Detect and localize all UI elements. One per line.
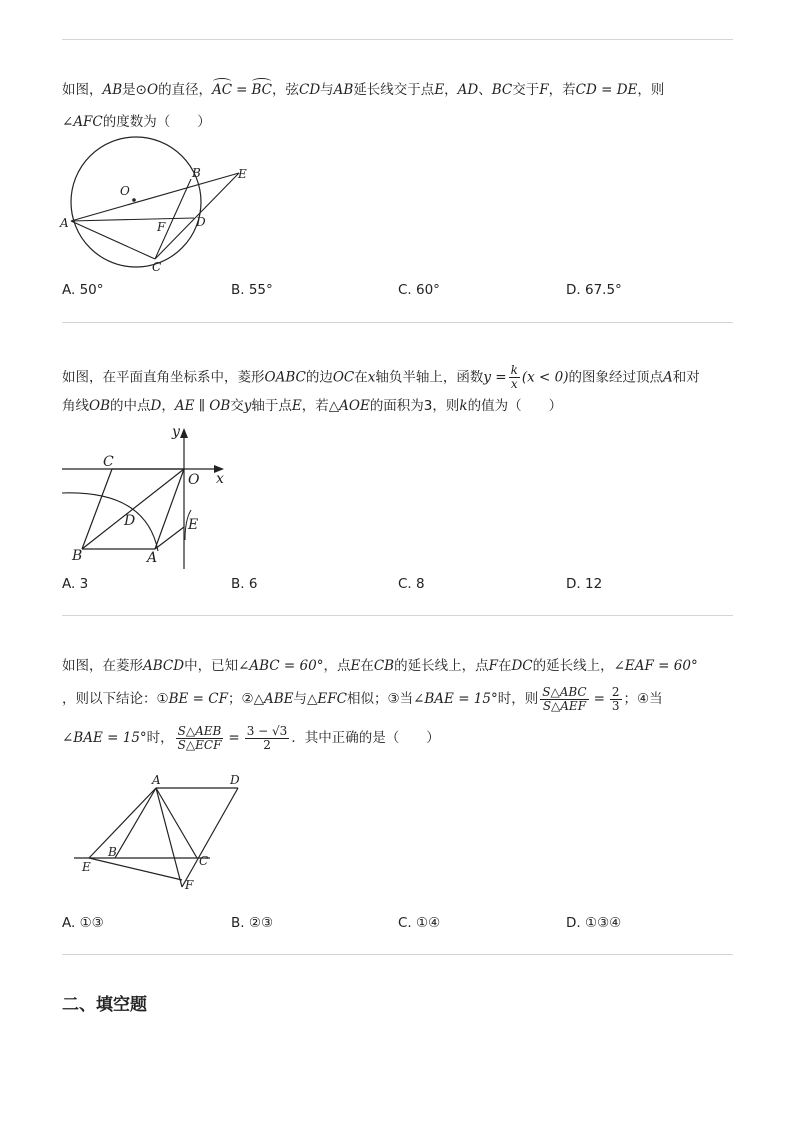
- q1-math: CD = DE: [575, 82, 638, 98]
- separator-3: [62, 954, 733, 955]
- q2-text: 的值为（ ）: [467, 398, 563, 414]
- q3-text-line2: [62, 684, 663, 714]
- q3-text: 的延长线上，: [532, 658, 614, 674]
- q1-text: 如图，: [62, 82, 103, 98]
- q3-math: ∠EAF = 60°: [613, 658, 698, 674]
- q3-label-A: A: [152, 773, 161, 787]
- q2-label-A: A: [147, 550, 158, 566]
- q3-text: ，则以下结论：①: [62, 691, 169, 707]
- q3-line-ef: [89, 858, 182, 880]
- q3-math: ABCD: [143, 658, 185, 674]
- q2-math: OABC: [264, 369, 306, 386]
- q2-y-arrow: [180, 428, 188, 438]
- q2-math: OB: [89, 398, 110, 414]
- q2-option-b[interactable]: B. 6: [231, 576, 258, 592]
- q3-fraction-area-ratio-1: [540, 686, 588, 713]
- q1-text-line2: [62, 113, 211, 131]
- q2-fraction-k-over-x: [509, 364, 520, 391]
- q2-label-C: C: [103, 454, 114, 470]
- q3-option-c[interactable]: C. ①④: [398, 915, 441, 931]
- q2-text: 角线: [62, 398, 89, 414]
- q3-option-b[interactable]: B. ②③: [231, 915, 274, 931]
- q2-frac-den: x: [510, 377, 518, 391]
- q1-center-dot: [132, 198, 136, 202]
- q1-math: F: [539, 82, 549, 98]
- q3-math: CB: [373, 658, 395, 674]
- q3-line-af: [156, 788, 182, 887]
- q3-frac4-den: 2: [263, 737, 271, 752]
- q2-math: E: [291, 398, 302, 414]
- q2-option-a[interactable]: A. 3: [62, 576, 89, 592]
- q1-text: 的直径，: [158, 82, 213, 98]
- q3-text: 中，已知: [184, 658, 239, 674]
- q1-text: ∠: [62, 114, 74, 130]
- q1-text: 交于: [512, 82, 540, 98]
- q3-fraction-result: [245, 725, 290, 752]
- q3-option-a[interactable]: A. ①③: [62, 915, 104, 931]
- q2-math: y =: [483, 369, 507, 386]
- q1-math: =: [236, 82, 248, 98]
- q2-math: D: [150, 398, 162, 414]
- q1-math: O: [146, 82, 159, 98]
- q1-label-O: O: [120, 184, 130, 198]
- q1-label-E: E: [238, 167, 247, 181]
- separator-1: [62, 322, 733, 323]
- q2-math: (x < 0): [521, 369, 569, 386]
- q3-math: F: [488, 658, 498, 674]
- q3-math: ∠BAE = 15°: [62, 730, 147, 746]
- q1-label-C: C: [152, 260, 162, 274]
- q1-option-a[interactable]: A. 50°: [62, 282, 104, 298]
- q1-arc-ac: AC: [212, 82, 233, 98]
- q3-math: =: [593, 691, 605, 707]
- q3-label-B: B: [108, 845, 117, 859]
- q2-math: AE ∥ OB: [174, 398, 231, 414]
- q2-option-d[interactable]: D. 12: [566, 576, 603, 592]
- q2-text: 轴于点: [251, 398, 292, 414]
- q3-math: ∠ABC = 60°: [238, 658, 324, 674]
- q2-label-B: B: [72, 548, 83, 564]
- q2-text: 交: [230, 398, 244, 414]
- q3-text: 如图，在菱形: [62, 658, 143, 674]
- q3-text: ，点: [323, 658, 351, 674]
- q3-text: ．其中正确的是（ ）: [291, 730, 440, 746]
- q2-text: 的面积为3，则: [369, 398, 460, 414]
- q3-label-E: E: [82, 860, 91, 874]
- q3-line-ae: [89, 788, 156, 858]
- q1-math: BC: [491, 82, 513, 98]
- q3-fraction-two-thirds: [610, 686, 622, 713]
- q3-frac2-den: 3: [611, 698, 620, 713]
- q2-text: 如图，在平面直角坐标系中，菱形: [62, 369, 265, 386]
- q1-math: AD: [457, 82, 479, 98]
- q3-line-ac: [156, 788, 197, 858]
- separator-top: [62, 39, 733, 40]
- q3-text: 在: [497, 658, 512, 674]
- q3-text: 在: [360, 658, 374, 674]
- separator-2: [62, 615, 733, 616]
- q3-line-dc-extended: [182, 788, 238, 887]
- q2-math: y: [243, 398, 252, 414]
- q2-text: 和对: [672, 369, 700, 386]
- q2-label-E: E: [188, 517, 199, 533]
- q3-text: ；④当: [623, 691, 663, 707]
- q3-math: ABE: [263, 691, 294, 707]
- q3-option-d[interactable]: D. ①③④: [566, 915, 622, 931]
- q1-text: 的度数为（ ）: [102, 114, 211, 130]
- q2-math: x: [367, 369, 376, 386]
- q1-label-A: A: [60, 216, 69, 230]
- q1-text: ，弦: [271, 82, 299, 98]
- q2-text: ，: [161, 398, 175, 414]
- q2-text-line2: [62, 397, 562, 415]
- q1-option-c[interactable]: C. 60°: [398, 282, 440, 298]
- q1-arc-bc: BC: [251, 82, 272, 98]
- q3-text: 与△: [293, 691, 318, 707]
- q3-math: BE = CF: [168, 691, 228, 707]
- q1-label-D: D: [196, 215, 206, 229]
- q1-option-b[interactable]: B. 55°: [231, 282, 273, 298]
- q3-text: 时，则: [497, 691, 539, 707]
- q2-text: 的图象经过顶点: [568, 369, 664, 386]
- q3-line-ab: [115, 788, 156, 858]
- q2-label-y: y: [172, 424, 180, 440]
- q2-figure: [58, 420, 238, 572]
- q1-label-F: F: [157, 220, 166, 234]
- q3-frac3-num: S△AEB: [176, 725, 224, 739]
- q3-frac1-den: S△AEF: [542, 698, 587, 713]
- q3-frac2-num: 2: [611, 684, 620, 699]
- q1-line-ad: [71, 218, 194, 221]
- q2-label-x: x: [216, 471, 224, 487]
- q3-label-F: F: [185, 878, 194, 892]
- q3-figure: [66, 770, 248, 898]
- q3-label-D: D: [230, 773, 240, 787]
- q2-text: 轴负半轴上，函数: [375, 369, 484, 386]
- q3-math: DC: [511, 658, 533, 674]
- q2-frac-num: k: [510, 363, 518, 377]
- q3-text: 相似；③当: [346, 691, 414, 707]
- q3-frac3-den: S△ECF: [177, 737, 222, 752]
- q2-text: 在: [354, 369, 368, 386]
- q1-figure: [58, 134, 258, 276]
- q1-math: E: [434, 82, 445, 98]
- q1-math: CD: [298, 82, 321, 98]
- q1-math: AB: [333, 82, 354, 98]
- section-title: 二、填空题: [62, 995, 147, 1015]
- q3-text-line3: [62, 722, 440, 754]
- q2-text-line1: [62, 364, 700, 391]
- q1-text: 延长线交于点: [353, 82, 435, 98]
- q1-text-line1: [62, 81, 664, 99]
- q1-label-B: B: [192, 166, 201, 180]
- q3-frac1-num: S△ABC: [542, 684, 587, 699]
- q3-text: 的延长线上，点: [394, 658, 489, 674]
- q3-text-line1: [62, 657, 698, 675]
- q1-text: ，若: [548, 82, 576, 98]
- q2-text: 的边: [305, 369, 333, 386]
- q1-math: AB: [102, 82, 123, 98]
- q2-text: 的中点: [110, 398, 151, 414]
- q3-math: =: [228, 730, 240, 746]
- q3-math: EFC: [317, 691, 347, 707]
- q1-text: ，: [444, 82, 458, 98]
- q1-text: 是⊙: [122, 82, 147, 98]
- q1-text: ，则: [637, 82, 665, 98]
- q2-label-D: D: [124, 513, 136, 529]
- q2-text: ，若△: [301, 398, 340, 414]
- q1-line-ae: [71, 173, 239, 221]
- q3-math: ∠BAE = 15°: [413, 691, 498, 707]
- q3-fraction-area-ratio-2: [176, 725, 224, 752]
- q1-text: 、: [478, 82, 492, 98]
- q2-option-c[interactable]: C. 8: [398, 576, 425, 592]
- q2-label-O: O: [188, 472, 200, 488]
- q2-hyperbola: [62, 493, 158, 551]
- q3-text: ；②△: [227, 691, 264, 707]
- q1-text: 与: [320, 82, 334, 98]
- q3-math: E: [350, 658, 361, 674]
- q3-frac4-num: 3 − √3: [246, 723, 288, 738]
- q2-math: AOE: [339, 398, 370, 414]
- q2-math: k: [459, 398, 468, 414]
- q1-math: AFC: [73, 114, 103, 130]
- q3-label-C: C: [199, 854, 209, 868]
- q2-math: OC: [332, 369, 355, 386]
- q1-option-d[interactable]: D. 67.5°: [566, 282, 622, 298]
- q3-text: 时，: [146, 730, 174, 746]
- q2-math: A: [663, 369, 673, 386]
